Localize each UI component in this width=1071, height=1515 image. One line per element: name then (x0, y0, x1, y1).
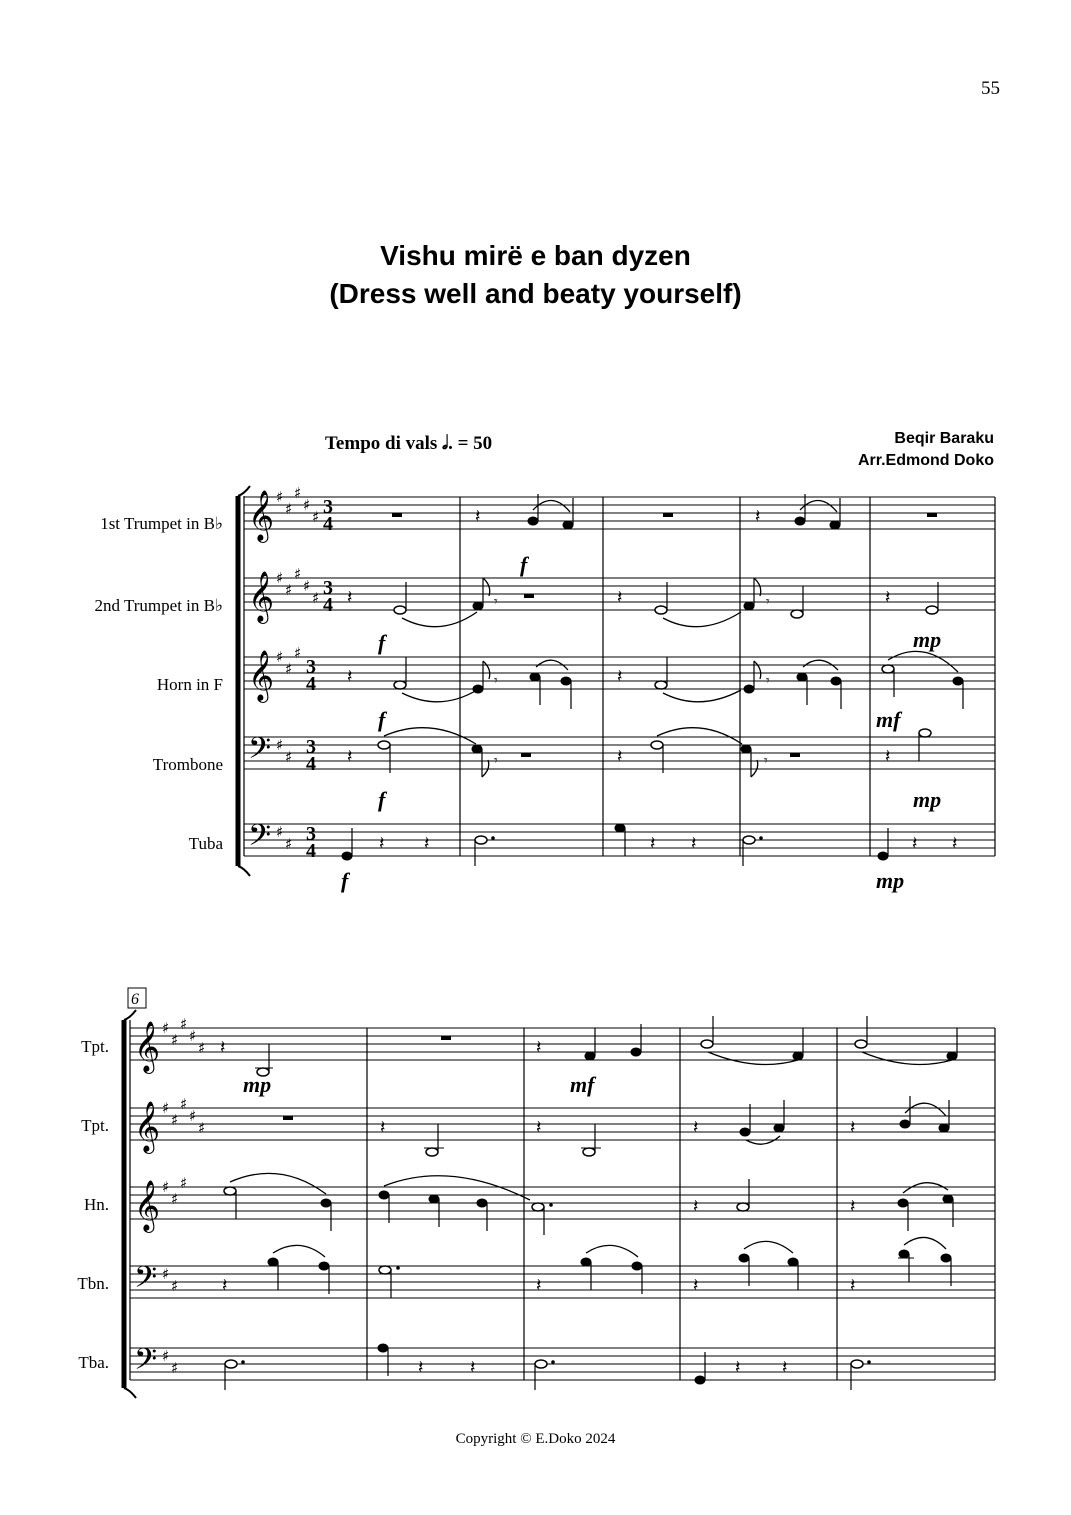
arranger: Arr.Edmond Doko (857, 452, 994, 469)
svg-text:♯: ♯ (285, 835, 293, 853)
treble-clef-icon: 𝄞 (134, 1101, 161, 1152)
svg-text:𝄽: 𝄽 (347, 666, 353, 687)
svg-text:♯: ♯ (171, 1277, 179, 1295)
svg-text:𝄽: 𝄽 (380, 1117, 386, 1138)
svg-text:♯: ♯ (285, 660, 293, 678)
svg-text:𝄽: 𝄽 (885, 587, 891, 608)
svg-text:♯: ♯ (285, 748, 293, 766)
svg-text:𝄽: 𝄽 (691, 833, 697, 854)
part-label-trumpet-1: 1st Trumpet in B♭ (100, 514, 223, 533)
svg-text:𝄽: 𝄽 (475, 506, 481, 527)
svg-text:𝄽: 𝄽 (885, 746, 891, 767)
dynamic-f: f (341, 868, 349, 893)
piece-subtitle: (Dress well and beaty yourself) (329, 278, 742, 309)
measure-number: 6 (131, 991, 139, 1008)
svg-text:𝄽: 𝄽 (617, 587, 623, 608)
part-label-horn: Horn in F (156, 675, 223, 694)
svg-text:𝄽: 𝄽 (347, 746, 353, 767)
dynamic-f: f (520, 552, 528, 577)
svg-text:♯: ♯ (180, 1015, 188, 1033)
svg-text:4: 4 (323, 513, 333, 535)
svg-text:𝄽: 𝄽 (536, 1275, 542, 1296)
part-label-hn-short: Hn. (83, 1195, 109, 1214)
svg-text:3: 3 (323, 577, 333, 599)
system-2-signatures (134, 1015, 205, 1384)
svg-text:𝄽: 𝄽 (617, 666, 623, 687)
svg-text:𝄽: 𝄽 (782, 1357, 788, 1378)
svg-text:3: 3 (323, 496, 333, 518)
treble-clef-icon: 𝄞 (248, 490, 275, 541)
svg-text:♯: ♯ (162, 1347, 170, 1365)
half-dotted-note-icon: 𝅗𝅥. (442, 433, 453, 454)
svg-text:𝄽: 𝄽 (536, 1037, 542, 1058)
treble-clef-icon: 𝄞 (248, 650, 275, 701)
svg-text:♯: ♯ (276, 569, 284, 587)
tempo-value: = 50 (457, 433, 493, 454)
dynamic-f: f (378, 787, 386, 812)
copyright: Copyright © E.Doko 2024 (455, 1431, 616, 1447)
dynamic-mp: mp (876, 868, 905, 893)
svg-text:♯: ♯ (171, 1359, 179, 1377)
svg-text:𝄽: 𝄽 (912, 833, 918, 854)
svg-text:𝄽: 𝄽 (347, 587, 353, 608)
part-label-tpt-2-short: Tpt. (81, 1116, 109, 1135)
key-signature-sharps (162, 1015, 205, 1377)
part-label-trumpet-2: 2nd Trumpet in B♭ (94, 596, 223, 615)
dynamic-mp: mp (913, 627, 942, 652)
composer: Beqir Baraku (894, 430, 994, 447)
svg-text:♯: ♯ (171, 1031, 179, 1049)
svg-text:♯: ♯ (162, 1019, 170, 1037)
svg-text:♯: ♯ (189, 1027, 197, 1045)
treble-clef-icon: 𝄞 (134, 1180, 161, 1231)
bass-clef-icon: 𝄢 (134, 1261, 158, 1302)
svg-text:♯: ♯ (312, 589, 320, 607)
svg-text:𝄾: 𝄾 (494, 594, 498, 610)
svg-text:𝄽: 𝄽 (693, 1275, 699, 1296)
svg-text:♯: ♯ (180, 1174, 188, 1192)
svg-text:𝄾: 𝄾 (766, 673, 770, 689)
svg-text:♯: ♯ (198, 1039, 206, 1057)
time-signatures (306, 496, 333, 862)
dynamic-f: f (378, 707, 386, 732)
svg-text:♯: ♯ (285, 500, 293, 518)
system-2 (124, 988, 995, 1398)
svg-text:4: 4 (323, 594, 333, 616)
bass-clef-icon: 𝄢 (248, 819, 272, 860)
part-label-tba-short: Tba. (78, 1353, 109, 1372)
treble-clef-icon: 𝄞 (134, 1021, 161, 1072)
svg-text:𝄾: 𝄾 (766, 594, 770, 610)
svg-text:♯: ♯ (189, 1107, 197, 1125)
svg-text:♯: ♯ (303, 496, 311, 514)
svg-text:3: 3 (306, 656, 316, 678)
svg-text:♯: ♯ (303, 577, 311, 595)
svg-text:♯: ♯ (180, 1095, 188, 1113)
dynamic-mf: mf (876, 707, 901, 732)
svg-text:𝄽: 𝄽 (850, 1196, 856, 1217)
part-label-trombone: Trombone (152, 755, 223, 774)
svg-text:♯: ♯ (198, 1119, 206, 1137)
svg-text:𝄽: 𝄽 (952, 833, 958, 854)
bass-clef-icon: 𝄢 (248, 732, 272, 773)
svg-text:♯: ♯ (171, 1190, 179, 1208)
svg-text:4: 4 (306, 753, 316, 775)
svg-text:𝄽: 𝄽 (735, 1357, 741, 1378)
svg-text:3: 3 (306, 736, 316, 758)
svg-text:𝄾: 𝄾 (494, 753, 498, 769)
svg-text:♯: ♯ (294, 484, 302, 502)
system-1-dynamics (341, 552, 941, 893)
dynamic-mp: mp (243, 1072, 272, 1097)
svg-text:𝄽: 𝄽 (693, 1196, 699, 1217)
piece-title: Vishu mirë e ban dyzen (380, 240, 691, 271)
svg-text:𝄽: 𝄽 (617, 746, 623, 767)
bass-clef-icon: 𝄢 (134, 1343, 158, 1384)
part-label-tbn-short: Tbn. (77, 1274, 109, 1293)
part-label-tuba: Tuba (188, 834, 223, 853)
svg-text:♯: ♯ (294, 565, 302, 583)
svg-text:4: 4 (306, 840, 316, 862)
svg-text:𝄽: 𝄽 (850, 1117, 856, 1138)
svg-text:𝄽: 𝄽 (220, 1037, 226, 1058)
svg-text:♯: ♯ (312, 508, 320, 526)
svg-text:♯: ♯ (276, 823, 284, 841)
svg-text:♯: ♯ (171, 1111, 179, 1129)
svg-text:♯: ♯ (276, 488, 284, 506)
svg-text:♯: ♯ (162, 1178, 170, 1196)
dynamic-mf: mf (570, 1072, 595, 1097)
svg-text:𝄽: 𝄽 (850, 1275, 856, 1296)
svg-text:𝄾: 𝄾 (764, 753, 768, 769)
svg-text:♯: ♯ (276, 648, 284, 666)
svg-text:♯: ♯ (276, 736, 284, 754)
svg-text:𝄾: 𝄾 (494, 673, 498, 689)
dynamic-mp: mp (913, 787, 942, 812)
svg-text:𝄽: 𝄽 (755, 506, 761, 527)
svg-text:♯: ♯ (162, 1265, 170, 1283)
tempo-text: Tempo di vals (325, 433, 438, 454)
dynamic-f: f (378, 630, 386, 655)
svg-text:♯: ♯ (162, 1099, 170, 1117)
svg-text:𝄽: 𝄽 (424, 833, 430, 854)
svg-text:𝄽: 𝄽 (693, 1117, 699, 1138)
svg-text:𝄽: 𝄽 (222, 1275, 228, 1296)
svg-text:𝄽: 𝄽 (379, 833, 385, 854)
svg-text:𝄽: 𝄽 (650, 833, 656, 854)
system-2-dynamics (243, 1072, 597, 1097)
svg-text:3: 3 (306, 823, 316, 845)
svg-text:4: 4 (306, 673, 316, 695)
svg-text:𝄽: 𝄽 (418, 1357, 424, 1378)
svg-text:♯: ♯ (285, 581, 293, 599)
svg-text:𝄽: 𝄽 (536, 1117, 542, 1138)
page-number: 55 (981, 78, 1000, 99)
svg-text:♯: ♯ (294, 644, 302, 662)
treble-clef-icon: 𝄞 (248, 571, 275, 622)
svg-text:𝄽: 𝄽 (470, 1357, 476, 1378)
part-label-tpt-1-short: Tpt. (81, 1037, 109, 1056)
